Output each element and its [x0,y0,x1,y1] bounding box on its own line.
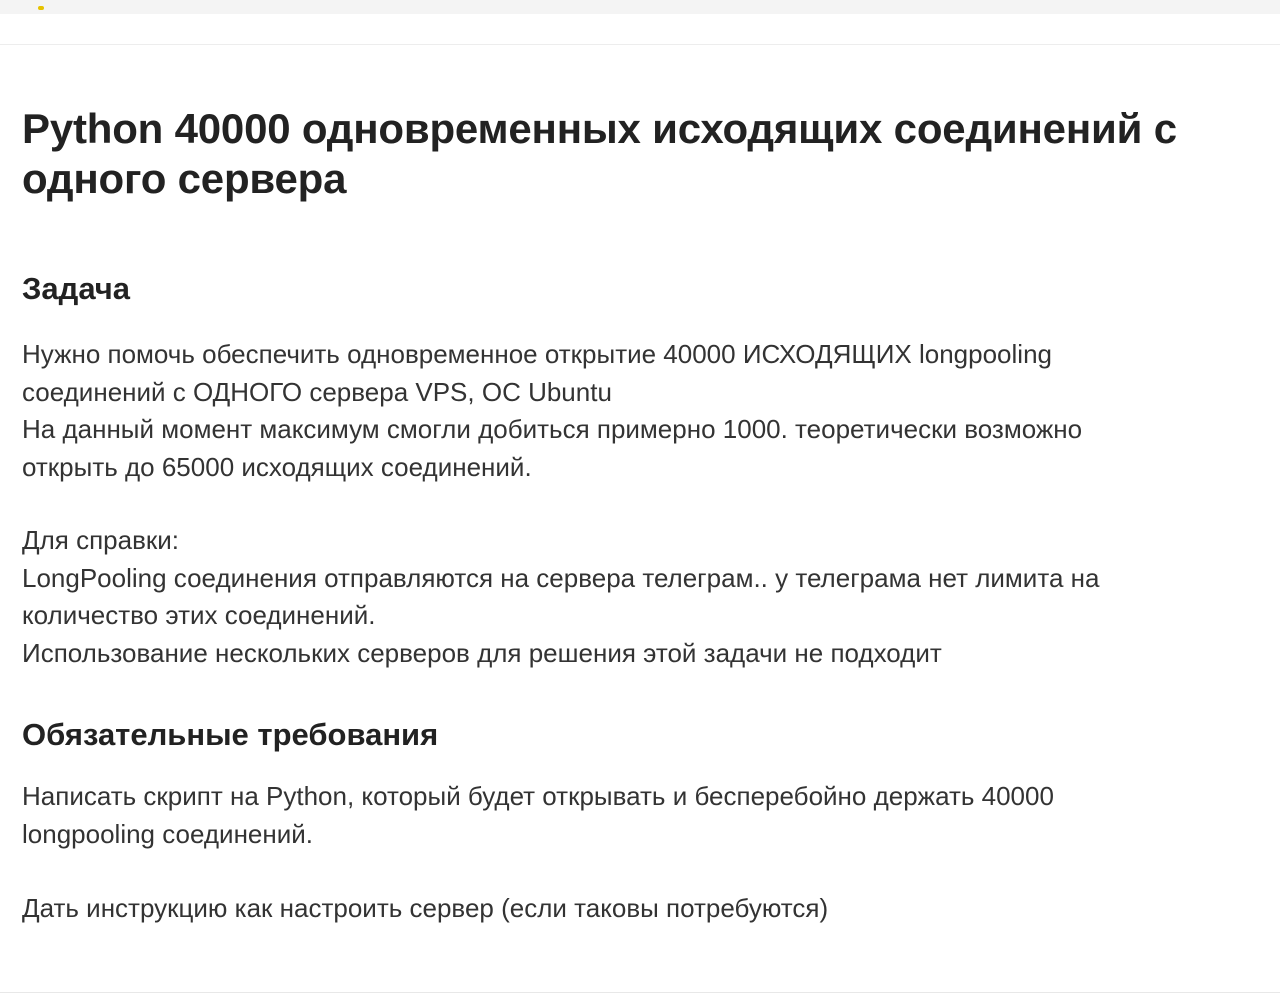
task-description [22,336,1278,486]
text-line: LongPooling соединения отправляются на сервера телеграм.. у телеграма нет лимита на [22,562,1100,593]
footer-divider [0,992,1280,993]
logo-mark [38,6,44,10]
text-line: Нужно помочь обеспечить одновременное открытие 40000 ИСХОДЯЩИХ longpooling [22,339,1052,369]
header-divider [0,44,1280,45]
text-line: количество этих соединений. [22,600,376,630]
section-heading-requirements: Обязательные требования [22,717,439,752]
text-line: Для справки: [22,525,180,555]
title-line: одного сервера [22,155,347,202]
task-card [22,104,1280,204]
task-reference-note [22,522,1278,672]
text-line: Дать инструкцию как настроить сервер (если таковы потребуются) [22,893,829,923]
text-line: соединений с ОДНОГО сервера VPS, ОС Ubuntu [22,376,612,407]
text-line: longpooling соединений. [22,818,314,849]
text-line: Использование нескольких серверов для решения этой задачи не подходит [22,637,942,668]
top-bar [0,0,1280,14]
requirement-instructions [22,890,1278,928]
text-line: Написать скрипт на Python, который будет открывать и бесперебойно держать 40000 [22,781,1054,811]
text-line: На данный момент максимум смогли добиться примерно 1000. теоретически возможно [22,414,1083,444]
page-title [22,104,1280,204]
section-heading-task: Задача [22,271,131,306]
requirement-script [22,778,1278,853]
title-line: Python 40000 одновременных исходящих соединений с [22,105,1177,152]
text-line: открыть до 65000 исходящих соединений. [22,451,532,482]
